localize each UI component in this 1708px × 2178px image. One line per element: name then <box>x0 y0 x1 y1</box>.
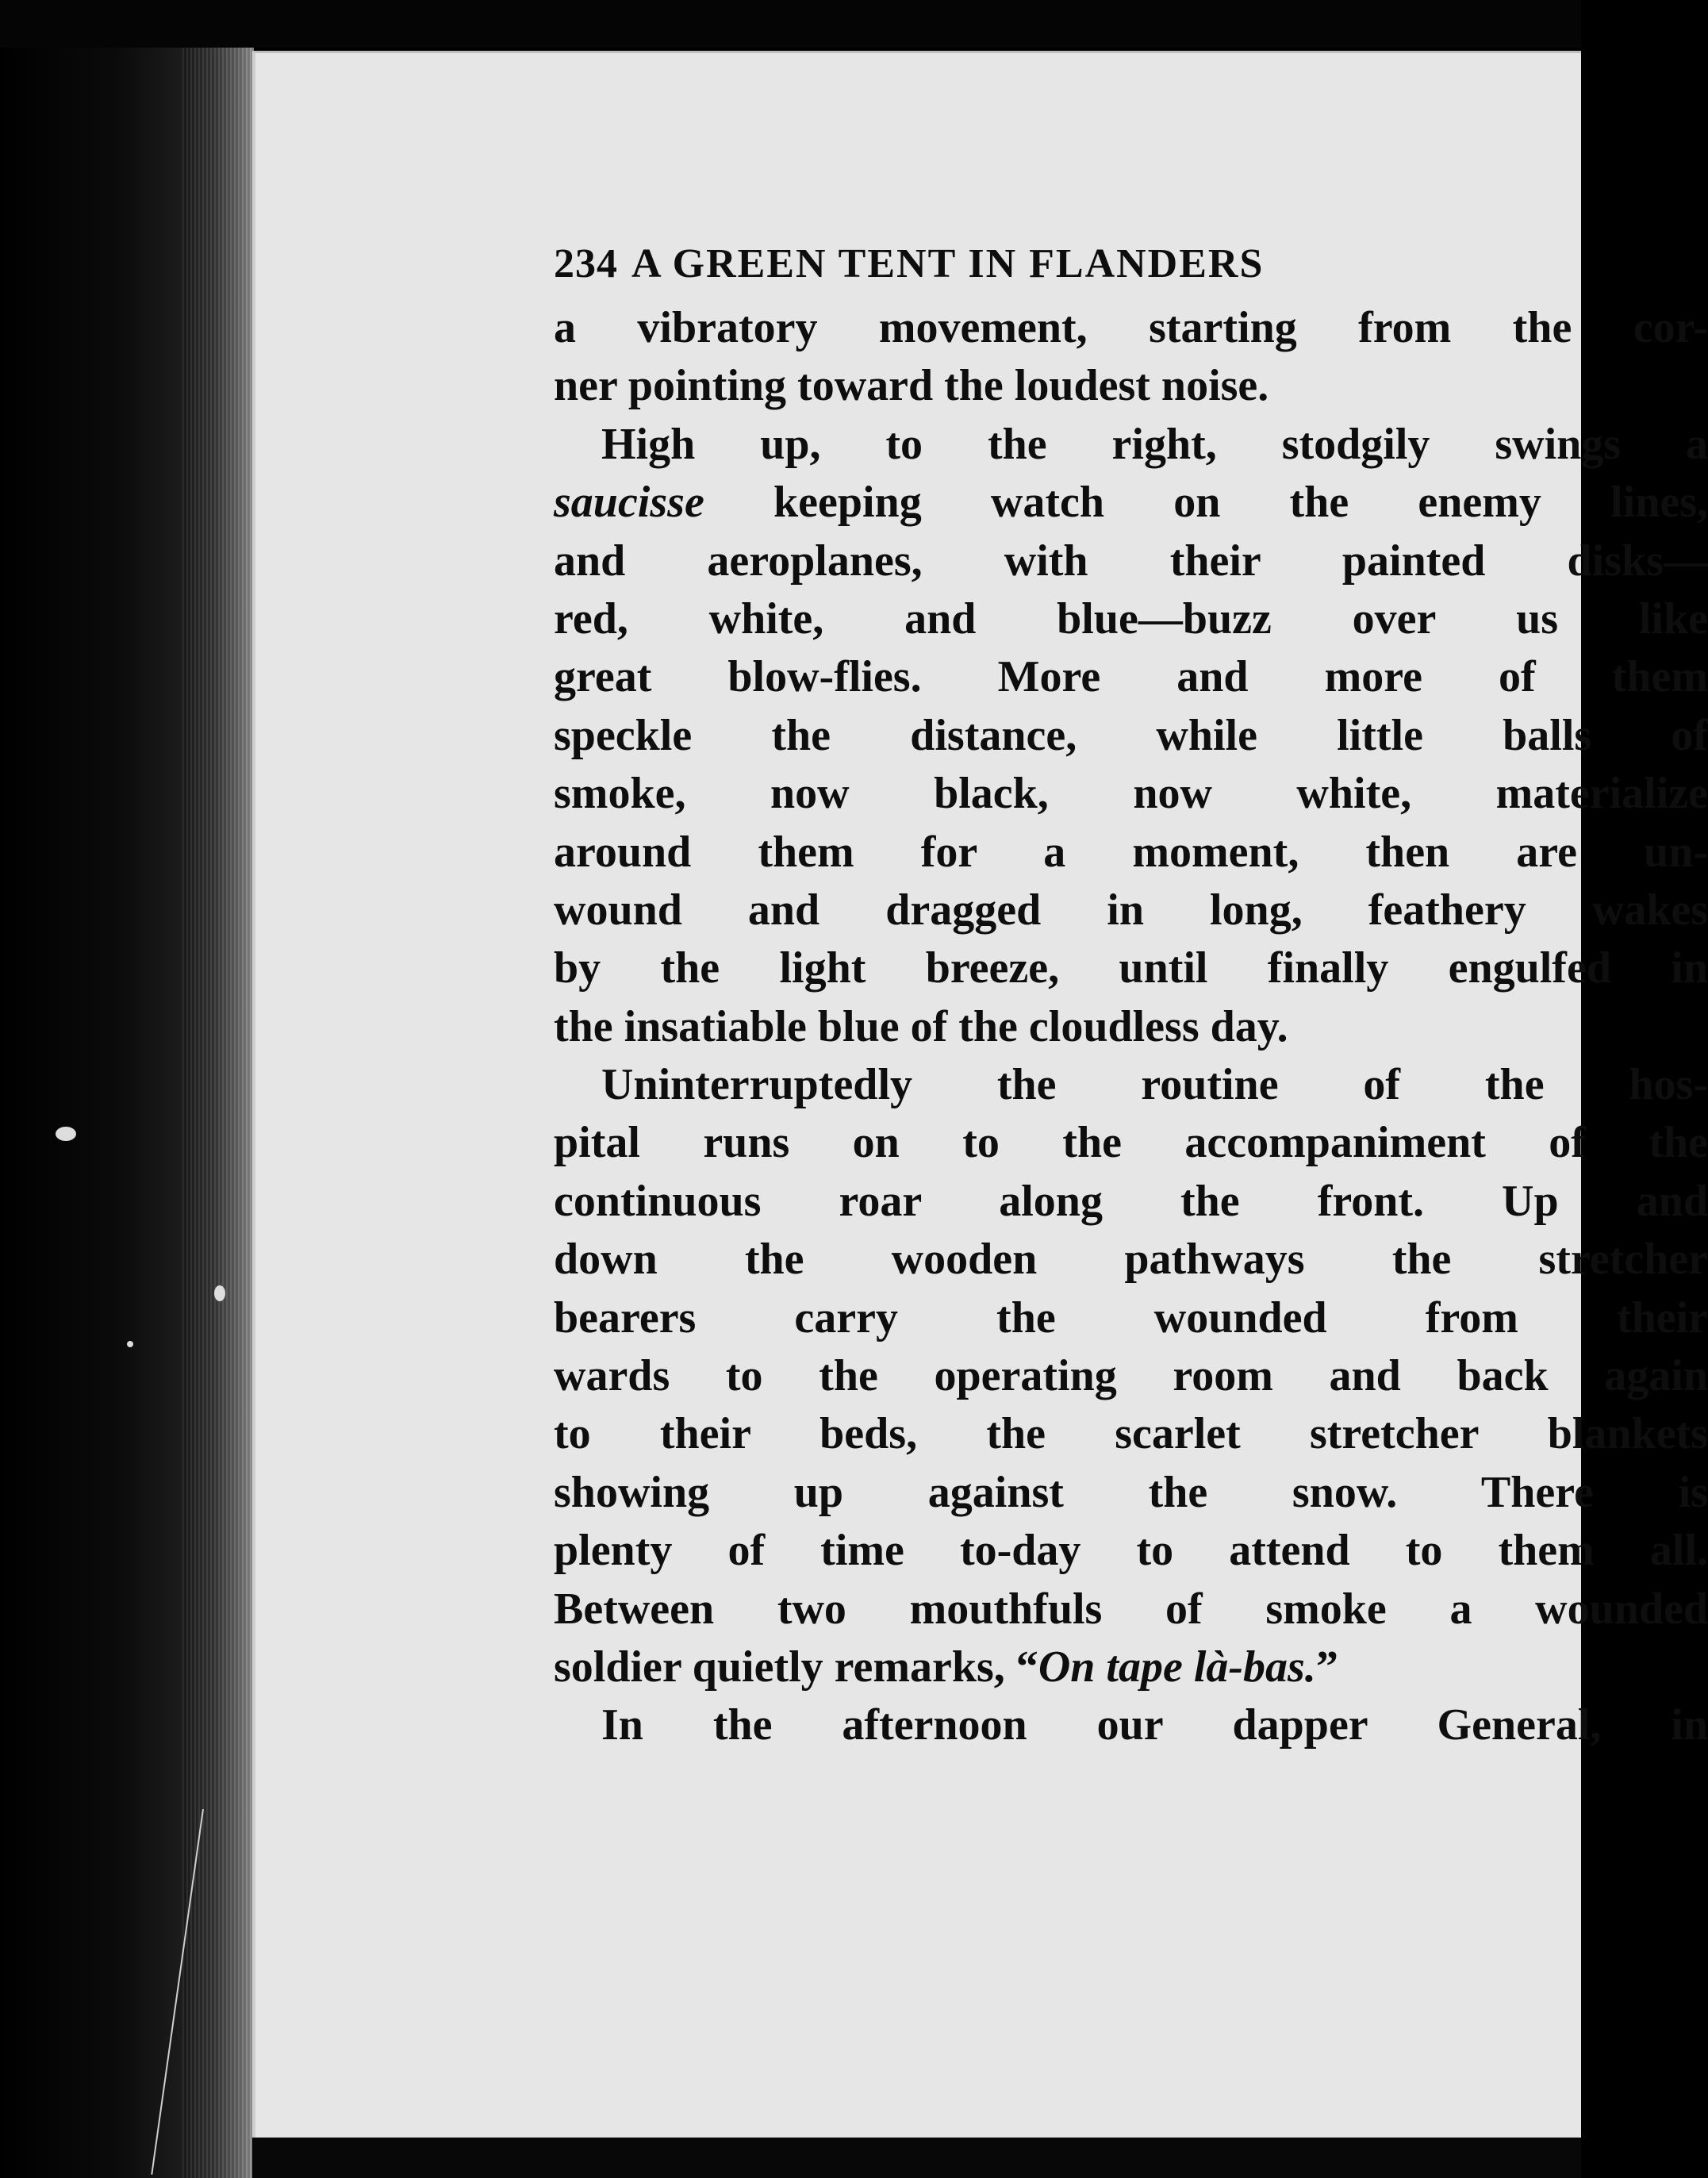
line-text: by the light breeze, until finally engulfed in <box>554 943 1708 993</box>
page-text-block <box>554 240 1708 1755</box>
text-line <box>554 1638 1708 1696</box>
line-text: and aeroplanes, with their painted disks— <box>554 536 1708 586</box>
line-text: High up, to the right, stodgily swings a <box>601 419 1708 469</box>
text-line <box>554 474 1708 532</box>
line-text: keeping watch on the enemy lines, <box>704 478 1708 528</box>
body-text <box>554 299 1708 1755</box>
line-text: Uninterruptedly the routine of the hos- <box>601 1060 1708 1110</box>
text-line <box>554 590 1708 648</box>
line-text: showing up against the snow. There is <box>554 1467 1708 1517</box>
page-number: 234 <box>554 241 618 286</box>
text-line <box>554 1696 1708 1754</box>
scan-speck <box>56 1127 76 1141</box>
line-text: red, white, and blue—buzz over us like <box>554 593 1708 643</box>
line-text: great blow-flies. More and more of them <box>554 652 1708 702</box>
text-line <box>554 824 1708 882</box>
line-text: down the wooden pathways the stretcher <box>554 1235 1708 1285</box>
text-line <box>554 998 1708 1056</box>
line-text: speckle the distance, while little balls of <box>554 710 1708 760</box>
line-text: pital runs on to the accompaniment of the <box>554 1118 1708 1168</box>
line-text: around them for a moment, then are un- <box>554 827 1708 877</box>
text-line <box>554 939 1708 997</box>
binding-texture <box>182 48 254 2178</box>
scan-speck <box>214 1285 225 1301</box>
text-line <box>554 1114 1708 1172</box>
line-text: soldier quietly remarks, “ <box>554 1642 1038 1692</box>
italic-quote: On tape là-bas. <box>1038 1642 1316 1692</box>
scan-bottom-border <box>252 2138 1581 2178</box>
text-line <box>554 1464 1708 1522</box>
scan-top-border <box>0 0 1581 48</box>
line-text: the insatiable blue of the cloudless day. <box>554 1001 1288 1051</box>
text-line <box>554 882 1708 939</box>
text-line <box>554 707 1708 765</box>
line-text: plenty of time to-day to attend to them all. <box>554 1526 1708 1576</box>
text-line <box>554 1581 1708 1638</box>
text-line <box>554 1289 1708 1347</box>
text-line <box>554 1522 1708 1580</box>
text-line <box>554 1173 1708 1231</box>
line-text: ner pointing toward the loudest noise. <box>554 361 1269 411</box>
italic-word: saucisse <box>554 478 704 528</box>
text-line <box>554 416 1708 474</box>
line-text: to their beds, the scarlet stretcher blankets <box>554 1409 1708 1459</box>
line-text: a vibratory movement, starting from the cor- <box>554 303 1708 352</box>
scan-speck <box>127 1341 133 1347</box>
line-text: continuous roar along the front. Up and <box>554 1176 1708 1226</box>
line-text: bearers carry the wounded from their <box>554 1293 1708 1343</box>
line-text: Between two mouthfuls of smoke a wounded <box>554 1584 1708 1634</box>
text-line <box>554 765 1708 823</box>
running-head <box>554 240 1708 299</box>
text-line <box>554 1347 1708 1405</box>
text-line <box>554 648 1708 706</box>
line-text: smoke, now black, now white, materialize <box>554 769 1708 819</box>
text-line <box>554 532 1708 590</box>
book-page <box>252 51 1708 2138</box>
text-line <box>554 1231 1708 1289</box>
line-text: wound and dragged in long, feathery wakes <box>554 885 1708 935</box>
text-line <box>554 1056 1708 1114</box>
text-line <box>554 299 1708 357</box>
line-text: In the afternoon our dapper General, in <box>601 1700 1708 1750</box>
text-line <box>554 357 1708 415</box>
text-line <box>554 1405 1708 1463</box>
running-title: A GREEN TENT IN FLANDERS <box>631 241 1265 286</box>
line-text: wards to the operating room and back again <box>554 1351 1708 1401</box>
closing-quote: ” <box>1315 1642 1338 1692</box>
